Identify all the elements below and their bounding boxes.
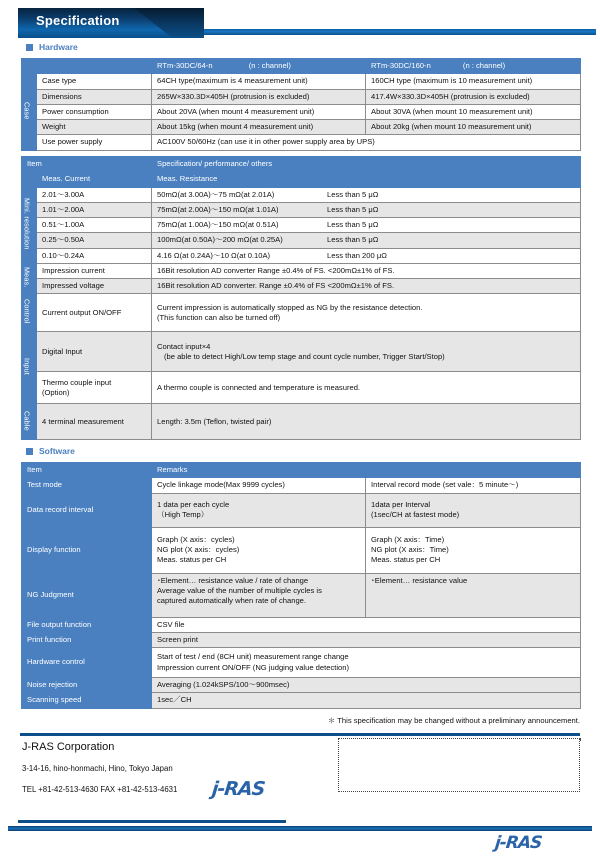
square-bullet-icon: [26, 44, 33, 51]
disclaimer-note: ＊ This specification may be changed without a preliminary announcement.: [327, 716, 580, 725]
row-label: Print function: [22, 632, 152, 647]
table-row: [22, 404, 581, 440]
table-row: [22, 648, 581, 678]
digital-input-line-1: Contact input×4: [157, 341, 211, 351]
spec-corner-cell: [22, 172, 37, 187]
cell-right: [366, 527, 581, 573]
row-label: Impressed voltage: [37, 279, 152, 294]
table-row: [22, 279, 581, 294]
cell-line: Impression current ON/OFF (NG judging value detection): [157, 662, 350, 672]
spec-header-item: Item: [22, 157, 152, 172]
row-label: File output function: [22, 617, 152, 632]
table-row: [22, 218, 581, 233]
thermo-label-line-2: (Option): [42, 387, 70, 397]
table-row: [22, 332, 581, 372]
table-row-header: [22, 59, 581, 74]
footer-address: 3-14-16, hino-honmachi, Hino, Tokyo Japan: [22, 764, 173, 773]
resistance-value: 4.16 Ω(at 0.24A)～10 Ω(at 0.10A): [157, 250, 271, 260]
cell-value: Length: 3.5m (Teflon, twisted pair): [152, 404, 581, 440]
table-row: [22, 233, 581, 248]
software-header-item: Item: [22, 463, 152, 478]
row-label: 4 terminal measurement: [37, 404, 152, 440]
cell-current: 0.25～0.50A: [37, 233, 152, 248]
software-header-remarks: Remarks: [152, 463, 581, 478]
resistance-value: 75mΩ(at 1.00A)～150 mΩ(at 0.51A): [157, 220, 279, 229]
cell-current: 0.51～1.00A: [37, 218, 152, 233]
hardware-corner-cell: [22, 59, 37, 74]
footer-bottom-bar: [8, 826, 592, 831]
resistance-tolerance: Less than 5 μΩ: [327, 235, 379, 245]
hardware-header-model-160: [366, 59, 581, 74]
row-label: Case type: [37, 74, 152, 89]
section-heading-software: [26, 446, 75, 456]
model-160-note: (n : channel): [462, 61, 506, 70]
cell-value: 1sec／CH: [152, 693, 581, 708]
row-label: Hardware control: [22, 648, 152, 678]
table-row-header: [22, 157, 581, 172]
row-label: Test mode: [22, 478, 152, 493]
table-row-subheader: [22, 172, 581, 187]
table-row: [22, 187, 581, 202]
where-to-call-box[interactable]: [338, 738, 580, 792]
cell-model-160: 417.4W×330.3D×405H (protrusion is excluded): [366, 89, 581, 104]
hardware-group-label: Case: [22, 74, 37, 150]
cell-model-160: About 30VA (when mount 10 measurement unit): [366, 104, 581, 119]
row-label: Display function: [22, 527, 152, 573]
cell-value: Averaging (1.024kSPS/100～900msec): [152, 678, 581, 693]
cell-model-64: About 15kg (when mount 4 measurement unit): [152, 120, 366, 135]
resistance-value: 100mΩ(at 0.50A)～200 mΩ(at 0.25A): [157, 235, 283, 245]
model-160-name: RTm-30DC/160-n: [371, 61, 431, 70]
table-row: [22, 89, 581, 104]
cell-value: 16Bit resolution AD converter Range ±0.4% of FS. <200mΩ±1% of FS.: [152, 263, 581, 278]
table-row: [22, 74, 581, 89]
control-line-2: (This function can also be turned off): [157, 312, 281, 322]
cell-line: 1data per Interval: [371, 499, 431, 509]
cell-line: captured automatically when rate of change.: [157, 596, 307, 605]
row-label: Weight: [37, 120, 152, 135]
cell-line: Start of test / end (8CH unit) measurement range change: [157, 652, 349, 662]
table-row: [22, 263, 581, 278]
jras-logo-footer: j-RAS: [210, 778, 266, 800]
cell-resistance: [152, 218, 581, 233]
cell-value: [152, 332, 581, 372]
table-row: [22, 678, 581, 693]
cell-line: Average value of the number of multiple cycles is: [157, 585, 322, 595]
table-row: [22, 573, 581, 617]
footer-underline: [18, 820, 286, 823]
cell-line: Meas. status per CH: [157, 555, 227, 565]
cell-right: [366, 573, 581, 617]
section-heading-software-label: Software: [39, 446, 75, 456]
jras-logo-bottom: j-RAS: [493, 833, 543, 853]
cell-line: （High Temp）: [157, 510, 209, 519]
cell-line: (1sec/CH at fastest mode): [371, 510, 460, 519]
table-row: [22, 632, 581, 647]
spec-group-meas: Meas.: [22, 263, 37, 294]
row-label: Dimensions: [37, 89, 152, 104]
row-label: Impression current: [37, 263, 152, 278]
footer-contact: TEL +81-42-513-4630 FAX +81-42-513-4631: [22, 785, 178, 794]
cell-current: 1.01～2.00A: [37, 202, 152, 217]
hardware-header-model-64: [152, 59, 366, 74]
cell-value: [152, 294, 581, 332]
table-row: [22, 294, 581, 332]
spec-subheader-current: Meas. Current: [37, 172, 152, 187]
cell-model-64: About 20VA (when mount 4 measurement unit): [152, 104, 366, 119]
footer-top-rule: [20, 733, 580, 736]
specification-table: [21, 156, 581, 440]
table-row: [22, 104, 581, 119]
resistance-tolerance: Less than 200 μΩ: [327, 250, 387, 260]
model-64-note: (n : channel): [248, 61, 291, 70]
cell-resistance: [152, 233, 581, 248]
table-row: [22, 120, 581, 135]
cell-model-160: 160CH type (maximum is 10 measurement unit): [366, 74, 581, 89]
spec-group-control: Control: [22, 294, 37, 332]
digital-input-line-2: (be able to detect High/Low temp stage and count cycle number, Trigger Start/Stop): [164, 351, 445, 361]
cell-resistance: [152, 187, 581, 202]
cell-left: [152, 493, 366, 527]
spec-group-cable: Cable: [22, 404, 37, 440]
row-label: Noise rejection: [22, 678, 152, 693]
cell-value: A thermo couple is connected and temperature is measured.: [152, 372, 581, 404]
row-label: Use power supply: [37, 135, 152, 150]
row-label: NG Judgment: [22, 573, 152, 617]
row-label: [37, 372, 152, 404]
row-label: Scanning speed: [22, 693, 152, 708]
cell-line: NG plot (X axis：cycles): [157, 544, 240, 554]
page-banner: [0, 0, 600, 40]
cell-left: Cycle linkage mode(Max 9999 cycles): [152, 478, 366, 493]
spec-header-spec: Specification/ performance/ others: [152, 157, 581, 172]
hardware-blank-header: [37, 59, 152, 74]
table-row: [22, 493, 581, 527]
cell-line: Graph (X axis：cycles): [157, 534, 235, 544]
model-64-name: RTm-30DC/64-n: [157, 61, 213, 70]
table-row: [22, 617, 581, 632]
table-row-header: [22, 463, 581, 478]
cell-left: [152, 527, 366, 573]
hardware-table: [21, 58, 581, 151]
resistance-tolerance: Less than 5 μΩ: [327, 204, 379, 214]
cell-model-160: About 20kg (when mount 10 measurement unit): [366, 120, 581, 135]
cell-model-64: 265W×330.3D×405H (protrusion is excluded): [152, 89, 366, 104]
resistance-value: 50mΩ(at 3.00A)～75 mΩ(at 2.01A): [157, 189, 275, 199]
spec-group-input: Input: [22, 332, 37, 404]
resistance-value: 75mΩ(at 2.00A)～150 mΩ(at 1.01A): [157, 204, 279, 214]
page-title: Specification: [36, 13, 120, 28]
thermo-label-line-1: Thermo couple input: [42, 377, 112, 387]
cell-resistance: [152, 202, 581, 217]
resistance-tolerance: Less than 5 μΩ: [327, 220, 379, 229]
row-label: Current output ON/OFF: [37, 294, 152, 332]
cell-line: Meas. status per CH: [371, 555, 441, 565]
cell-value: CSV file: [152, 617, 581, 632]
square-bullet-icon: [26, 448, 33, 455]
cell-model-64: 64CH type(maximum is 4 measurement unit): [152, 74, 366, 89]
software-table: [21, 462, 581, 709]
cell-power-supply: AC100V 50/60Hz (can use it in other power supply area by UPS): [152, 135, 581, 150]
table-row: [22, 478, 581, 493]
cell-value: 16Bit resolution AD converter. Range ±0.4% of FS <200mΩ±1% of FS.: [152, 279, 581, 294]
row-label: Data record interval: [22, 493, 152, 527]
table-row: [22, 372, 581, 404]
cell-line: ･Element… resistance value / rate of change: [157, 575, 309, 585]
section-heading-hardware-label: Hardware: [39, 42, 78, 52]
cell-value: Screen print: [152, 632, 581, 647]
cell-right: [366, 493, 581, 527]
table-row: [22, 527, 581, 573]
resistance-tolerance: Less than 5 μΩ: [327, 189, 379, 199]
cell-line: Graph (X axis：Time): [371, 534, 445, 544]
table-row: [22, 693, 581, 708]
table-row: [22, 248, 581, 263]
footer-company-name: J-RAS Corporation: [22, 741, 115, 753]
row-label: Power consumption: [37, 104, 152, 119]
cell-left: [152, 573, 366, 617]
row-label: Digital Input: [37, 332, 152, 372]
control-line-1: Current impression is automatically stopped as NG by the resistance detection.: [157, 302, 423, 312]
spec-group-min-resolution: Mini. resolution: [22, 187, 37, 263]
table-row: [22, 202, 581, 217]
cell-line: ･Element… resistance value: [371, 575, 468, 585]
cell-current: 0.10～0.24A: [37, 248, 152, 263]
table-row: [22, 135, 581, 150]
cell-right: Interval record mode (set vale：5 minute～): [366, 478, 581, 493]
cell-value: [152, 648, 581, 678]
spec-subheader-resistance: Meas. Resistance: [152, 172, 581, 187]
cell-current: 2.01～3.00A: [37, 187, 152, 202]
cell-line: NG plot (X axis：Time): [371, 544, 449, 554]
cell-resistance: [152, 248, 581, 263]
cell-line: 1 data per each cycle: [157, 499, 230, 509]
section-heading-hardware: [26, 42, 78, 52]
